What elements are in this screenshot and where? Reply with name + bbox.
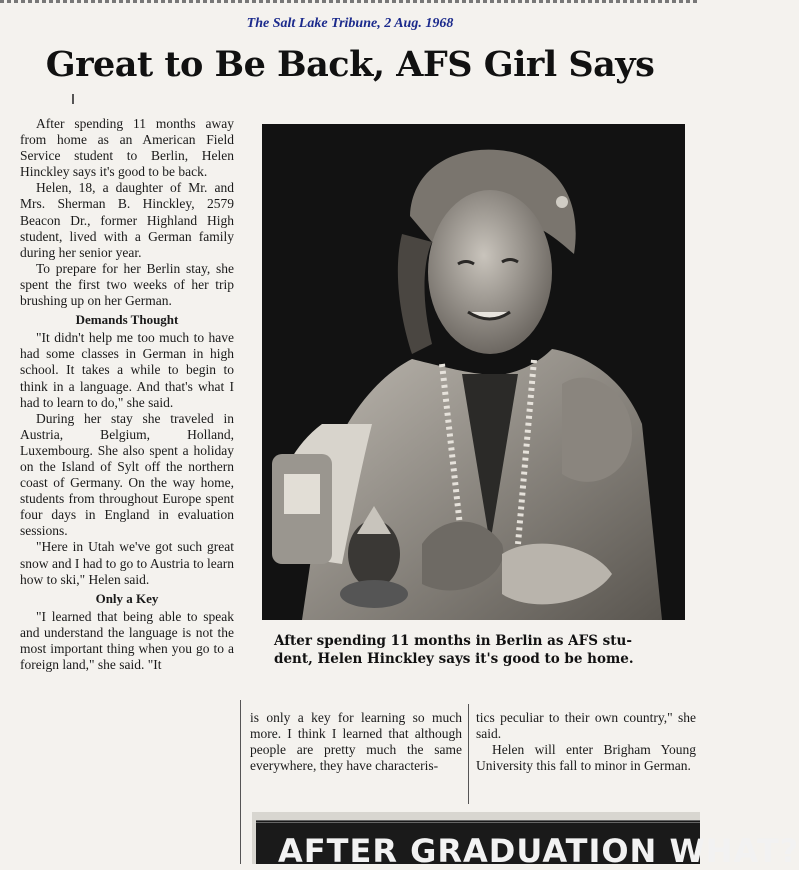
- source-line: The Salt Lake Tribune, 2 Aug. 1968: [246, 16, 454, 31]
- paragraph: After spending 11 months away from home as an American Field Service student to Berlin, Helen Hinckley says it's good to be back.: [20, 116, 234, 180]
- portrait-photo: [262, 124, 685, 620]
- column-tick: [72, 94, 74, 104]
- paragraph: "Here in Utah we've got such great snow and I had to go to Austria to learn how to ski," Helen said.: [20, 539, 234, 587]
- paragraph: is only a key for learning so much more. I think I learned that although people are pretty much the same everywhere, they have characteris-: [250, 710, 462, 774]
- headline: Great to Be Back, AFS Girl Says: [45, 44, 655, 85]
- subheading: Only a Key: [95, 590, 159, 606]
- banner-text: AFTER GRADUATION WHAT?: [278, 832, 799, 870]
- paragraph: During her stay she traveled in Austria, Belgium, Holland, Luxembourg. She also spent a holiday on the Island of Sylt off the northern coast of Germany. On the way home, students from throughout Europe spent four days in England in evaluation sessions.: [20, 410, 234, 539]
- paragraph: To prepare for her Berlin stay, she spent the first two weeks of her trip brushing up on her German.: [20, 260, 234, 309]
- column-rule: [240, 700, 241, 864]
- caption-line: After spending 11 months in Berlin as AFS stu-: [274, 633, 632, 649]
- article-column-3: [476, 710, 696, 774]
- photo-caption: [274, 632, 674, 668]
- paragraph: tics peculiar to their own country," she said.: [476, 710, 696, 742]
- paragraph: "It didn't help me too much to have had some classes in German in high school. It takes a while to begin to think in a language. And that's what I had to learn to do," she said.: [20, 330, 234, 410]
- paragraph: Helen, 18, a daughter of Mr. and Mrs. Sherman B. Hinckley, 2579 Beacon Dr., former Highland High student, lived with a German family during her senior year.: [20, 180, 234, 260]
- page-top-edge: [0, 0, 700, 3]
- advertisement-banner: [252, 812, 799, 870]
- paragraph: "I learned that being able to speak and understand the language is not the most important thing when you go to a foreign land," she said. "It: [20, 608, 234, 673]
- caption-line: dent, Helen Hinckley says it's good to be home.: [274, 651, 634, 667]
- paragraph: Helen will enter Brigham Young University this fall to minor in German.: [476, 742, 696, 774]
- photo-illustration: [262, 124, 685, 620]
- column-rule: [468, 704, 469, 804]
- subheading: Demands Thought: [75, 312, 179, 328]
- article-column-2: [250, 710, 462, 774]
- article-column-1: [20, 116, 234, 673]
